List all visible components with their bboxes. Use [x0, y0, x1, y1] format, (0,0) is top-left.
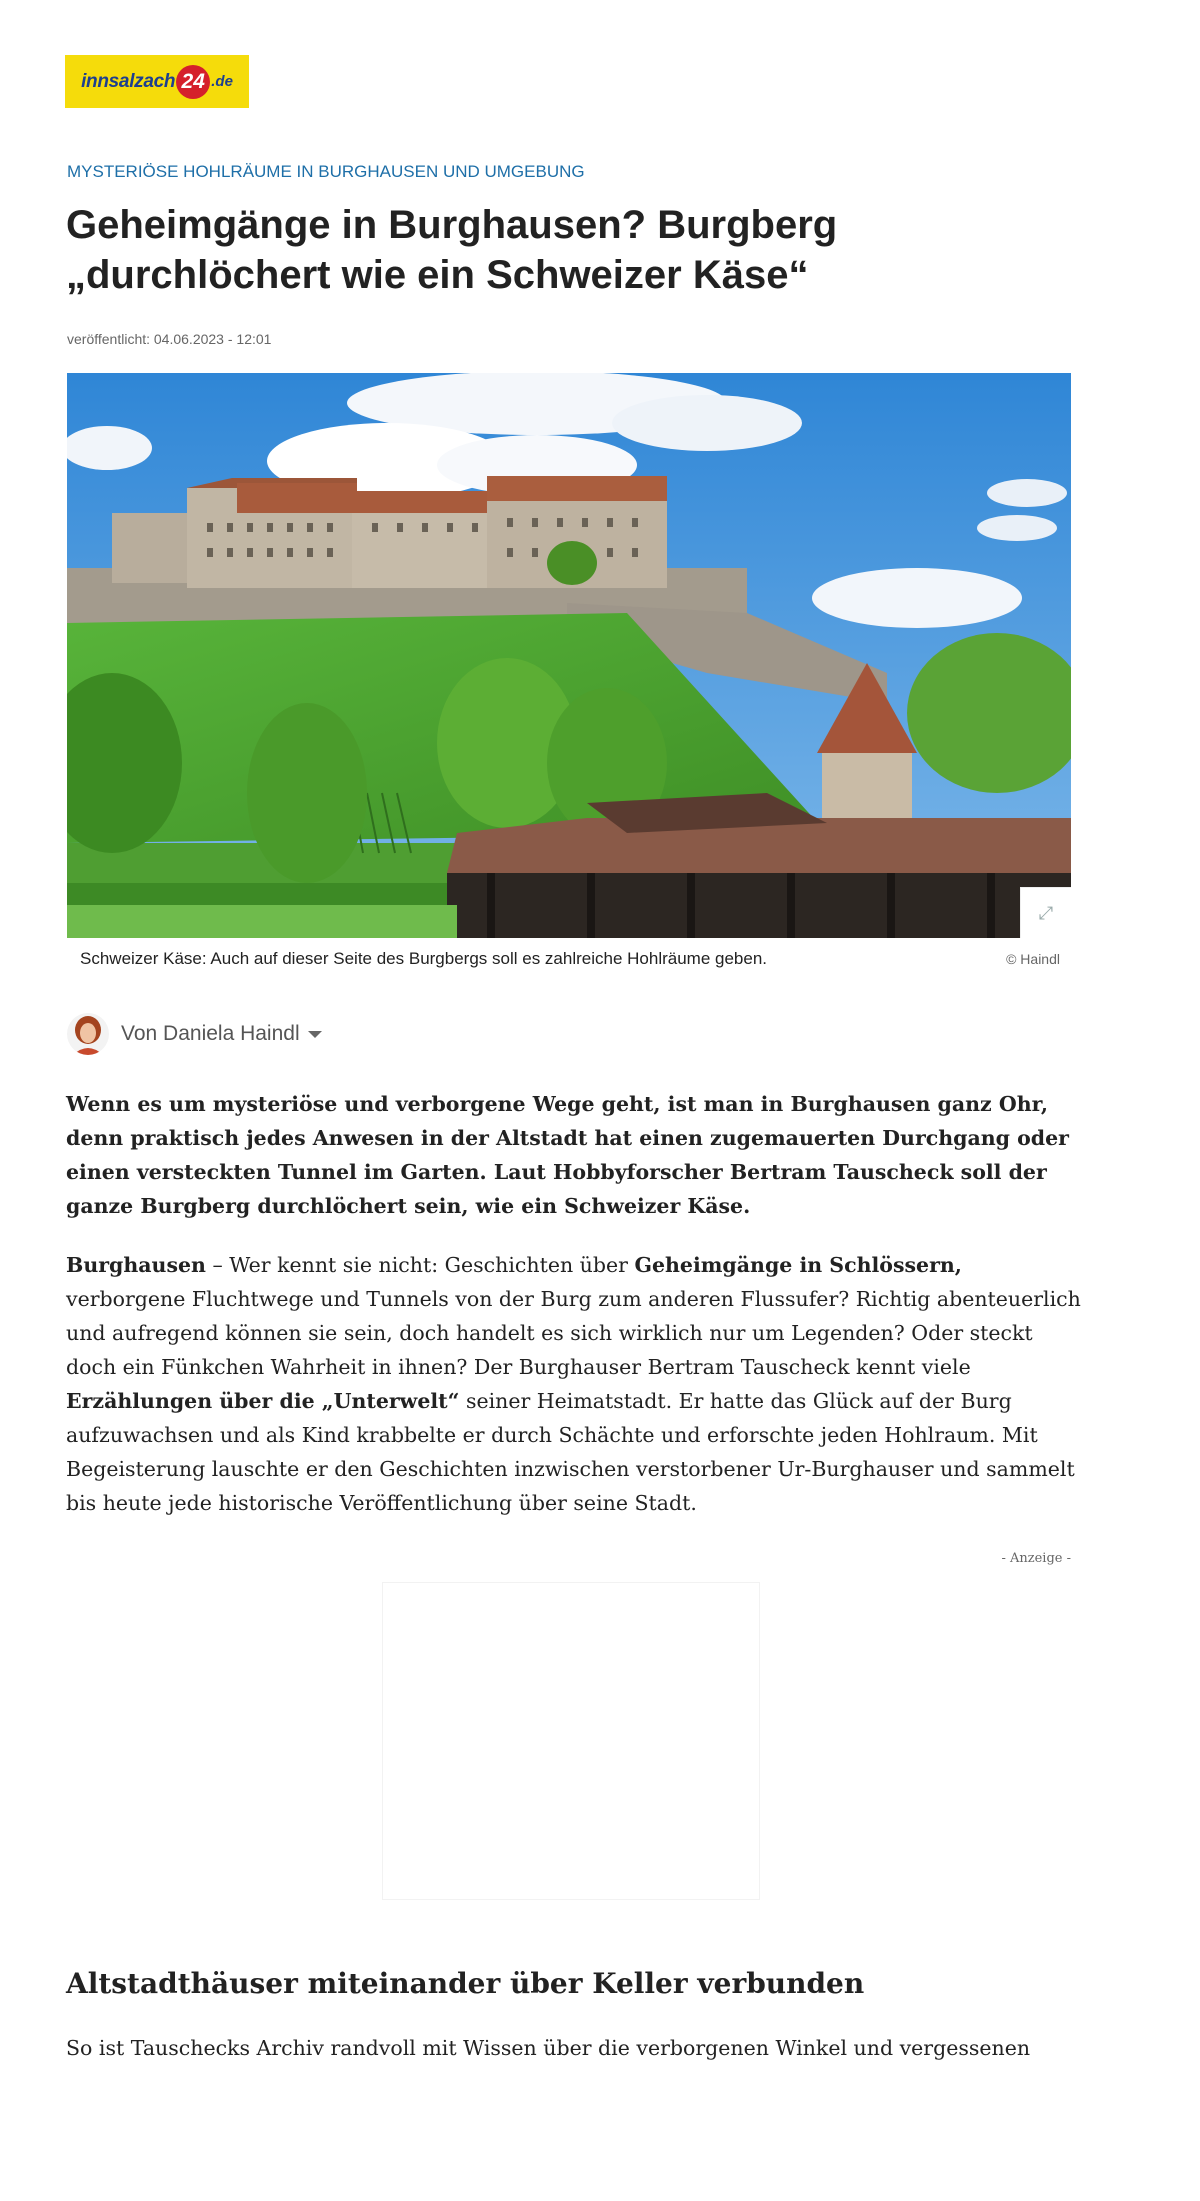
logo-text: innsalzach — [81, 70, 176, 92]
author-byline[interactable] — [67, 1013, 322, 1055]
author-name: Von Daniela Haindl — [121, 1022, 300, 1045]
bold-term: Geheimgänge in Schlössern, — [634, 1253, 962, 1277]
text-run: seiner Heimatstadt. Er hatte das Glück auf der Burg aufzuwachsen und als Kind krabbelte er durch Schächte und erforschte jeden Hohlraum. Mit Begeisterung lauschte er den Geschichten inzwischen verstorbener Ur-Burghauser und sammelt bis heute jede historische Veröffentlichung über seine Stadt. — [66, 1389, 1075, 1515]
ad-placeholder[interactable] — [382, 1582, 760, 1900]
image-credit: © Haindl — [1006, 951, 1060, 967]
logo-domain: .de — [211, 73, 233, 90]
author-avatar — [67, 1013, 109, 1055]
logo-number-badge: 24 — [176, 65, 210, 99]
site-logo[interactable] — [65, 55, 249, 108]
article-paragraph-1 — [66, 1248, 1081, 1520]
expand-icon[interactable]: ⤢ — [1020, 887, 1071, 938]
ad-label: - Anzeige - — [1001, 1551, 1071, 1566]
article-lead: Wenn es um mysteriöse und verborgene Wege geht, ist man in Burghausen ganz Ohr, denn praktisch jedes Anwesen in der Altstadt hat einen zugemauerten Durchgang oder einen versteckten Tunnel im Garten. Laut Hobbyforscher Bertram Tauscheck soll der ganze Burgberg durchlöchert sein, wie ein Schweizer Käse. — [66, 1092, 1069, 1218]
bold-term: Erzählungen über die „Unterwelt“ — [66, 1389, 460, 1413]
castle-photo — [67, 373, 1071, 938]
hero-image[interactable] — [67, 373, 1071, 938]
article-paragraph-2: So ist Tauschecks Archiv randvoll mit Wissen über die verborgenen Winkel und vergessenen — [66, 2036, 1031, 2060]
chevron-down-icon — [308, 1031, 322, 1038]
text-run: verborgene Fluchtwege und Tunnels von der Burg zum anderen Flussufer? Richtig abenteuerlich und aufregend können sie sein, doch handelt es sich wirklich nur um Legenden? Oder steckt doch ein Fünkchen Wahrheit in ihnen? Der Burghauser Bertram Tauscheck kennt viele — [66, 1287, 1081, 1379]
bold-term: Burghausen — [66, 1253, 206, 1277]
text-run: – Wer kennt sie nicht: Geschichten über — [205, 1253, 635, 1277]
image-caption: Schweizer Käse: Auch auf dieser Seite des Burgbergs soll es zahlreiche Hohlräume geben. — [80, 949, 767, 968]
article-kicker[interactable]: MYSTERIÖSE HOHLRÄUME IN BURGHAUSEN UND UMGEBUNG — [67, 162, 585, 181]
section-subheading: Altstadthäuser miteinander über Keller verbunden — [66, 1967, 865, 2000]
article-headline: Geheimgänge in Burghausen? Burgberg „durchlöchert wie ein Schweizer Käse“ — [66, 203, 838, 297]
publish-date: veröffentlicht: 04.06.2023 - 12:01 — [67, 331, 272, 347]
